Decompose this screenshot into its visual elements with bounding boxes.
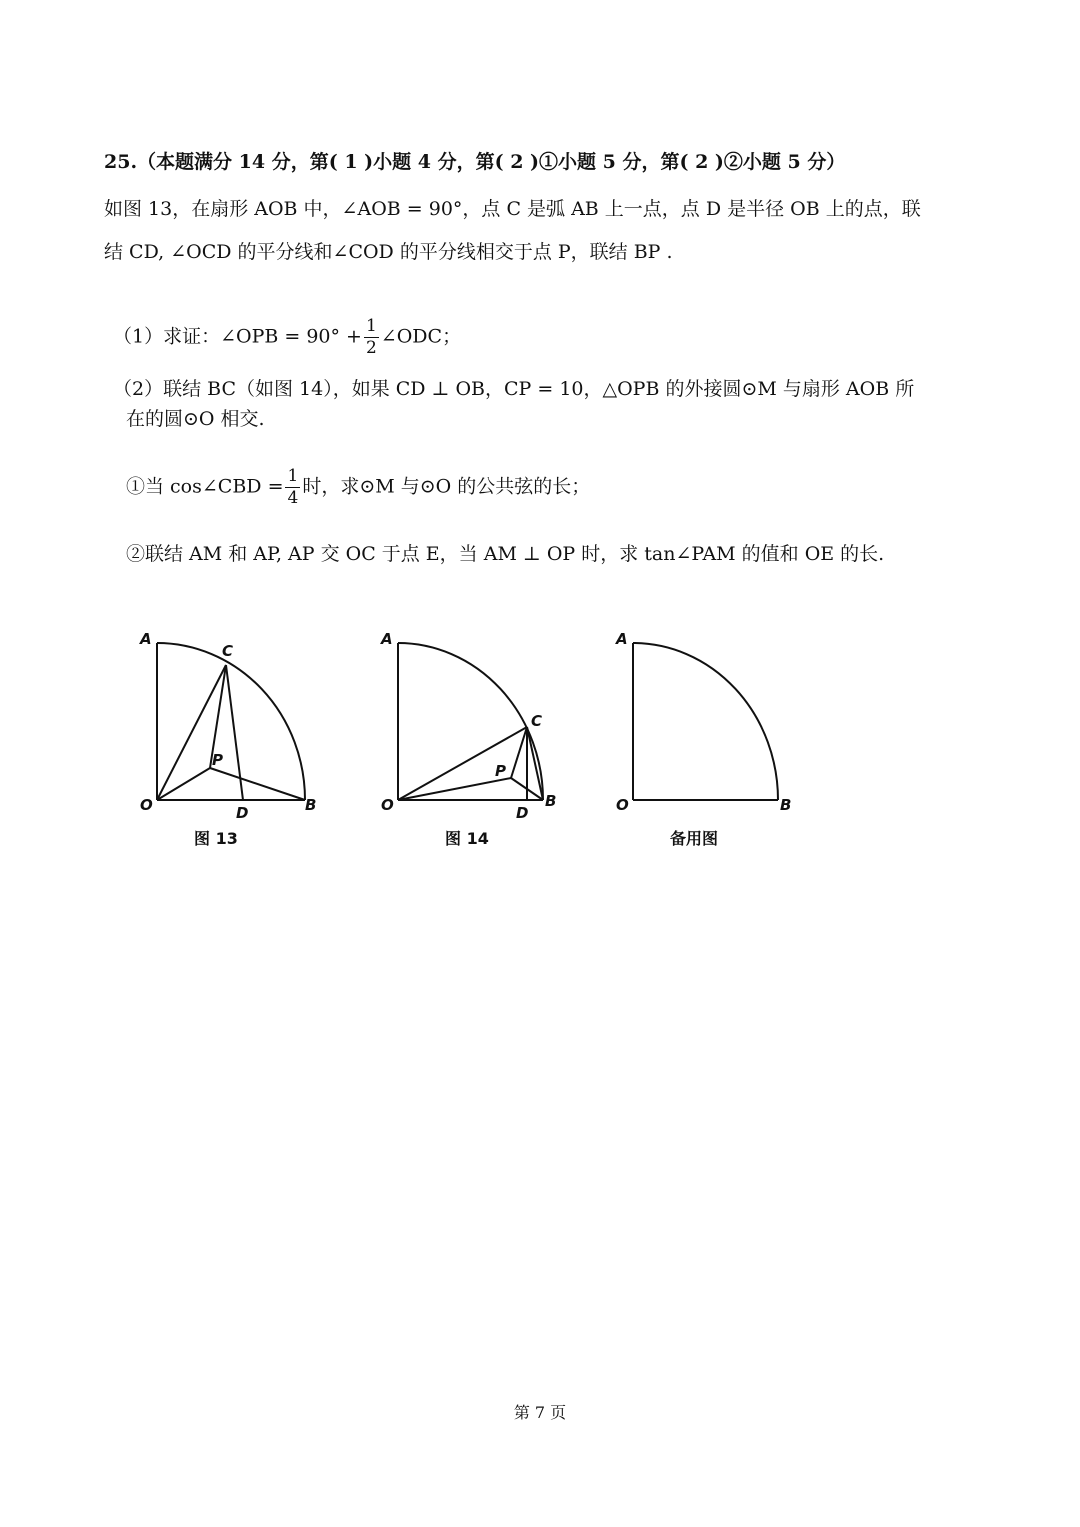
part1-frac-num: 1	[365, 316, 377, 336]
spare-sector-arc	[633, 643, 778, 800]
subpart1-fraction	[285, 468, 300, 507]
fig14-label-o: O	[381, 796, 394, 814]
fig14-segment-oc	[398, 727, 527, 800]
problem-intro-line1: 如图 13，在扇形 AOB 中，∠AOB = 90°，点 C 是弧 AB 上一点，点 D 是半径 OB 上的点，联	[104, 198, 921, 220]
figure-spare	[633, 643, 778, 800]
part1-suffix: ∠ODC；	[380, 325, 462, 348]
part1-prefix: （1）求证：∠OPB = 90° +	[113, 325, 362, 348]
fig13-label-p: P	[212, 751, 223, 769]
fig13-label-b: B	[305, 796, 317, 814]
figure-13	[157, 643, 305, 800]
spare-caption: 备用图	[670, 829, 719, 848]
fig14-label-c: C	[531, 712, 543, 730]
fig13-label-d: D	[236, 804, 249, 822]
fig13-label-a: A	[140, 630, 152, 648]
fig14-segment-cb	[527, 727, 543, 800]
part1-frac-den: 2	[365, 338, 377, 358]
fig14-sector-arc	[398, 643, 543, 800]
fig14-label-a: A	[381, 630, 393, 648]
fig14-caption: 图 14	[445, 829, 489, 848]
fig13-segment-cd	[226, 665, 243, 800]
subpart1-frac-den: 4	[287, 488, 299, 508]
problem-intro-line2: 结 CD, ∠OCD 的平分线和∠COD 的平分线相交于点 P，联结 BP .	[104, 241, 673, 263]
fig13-label-o: O	[140, 796, 153, 814]
fig13-sector-arc	[157, 643, 305, 800]
part2-line2: 在的圆⊙O 相交.	[126, 408, 265, 430]
problem-title: 25.（本题满分 14 分，第( 1 )小题 4 分，第( 2 )①小题 5 分，第( 2 )②小题 5 分）	[104, 151, 846, 173]
fig14-segment-op	[398, 778, 511, 800]
subpart1-prefix: ①当 cos∠CBD =	[126, 475, 284, 498]
spare-label-o: O	[616, 796, 629, 814]
part2-line1: （2）联结 BC（如图 14），如果 CD ⊥ OB，CP = 10，△OPB 的外接圆⊙M 与扇形 AOB 所	[113, 378, 915, 400]
part1-question	[113, 318, 461, 357]
spare-label-b: B	[780, 796, 792, 814]
subpart1-suffix: 时，求⊙M 与⊙O 的公共弦的长；	[302, 475, 591, 498]
fig14-label-b: B	[545, 792, 557, 810]
geometry-figures	[130, 618, 820, 850]
fig13-segment-pb	[210, 768, 305, 800]
part1-fraction	[364, 318, 379, 357]
fig14-label-p: P	[495, 762, 506, 780]
subpart1-frac-num: 1	[287, 466, 299, 486]
spare-label-a: A	[616, 630, 628, 648]
subpart2-question: ②联结 AM 和 AP, AP 交 OC 于点 E，当 AM ⊥ OP 时，求 tan∠PAM 的值和 OE 的长.	[126, 543, 885, 565]
subpart1-question	[126, 468, 590, 507]
page-number: 第 7 页	[513, 1403, 567, 1422]
fig13-caption: 图 13	[194, 829, 238, 848]
fig13-label-c: C	[222, 642, 234, 660]
figure-14	[398, 643, 543, 800]
fig14-label-d: D	[516, 804, 529, 822]
